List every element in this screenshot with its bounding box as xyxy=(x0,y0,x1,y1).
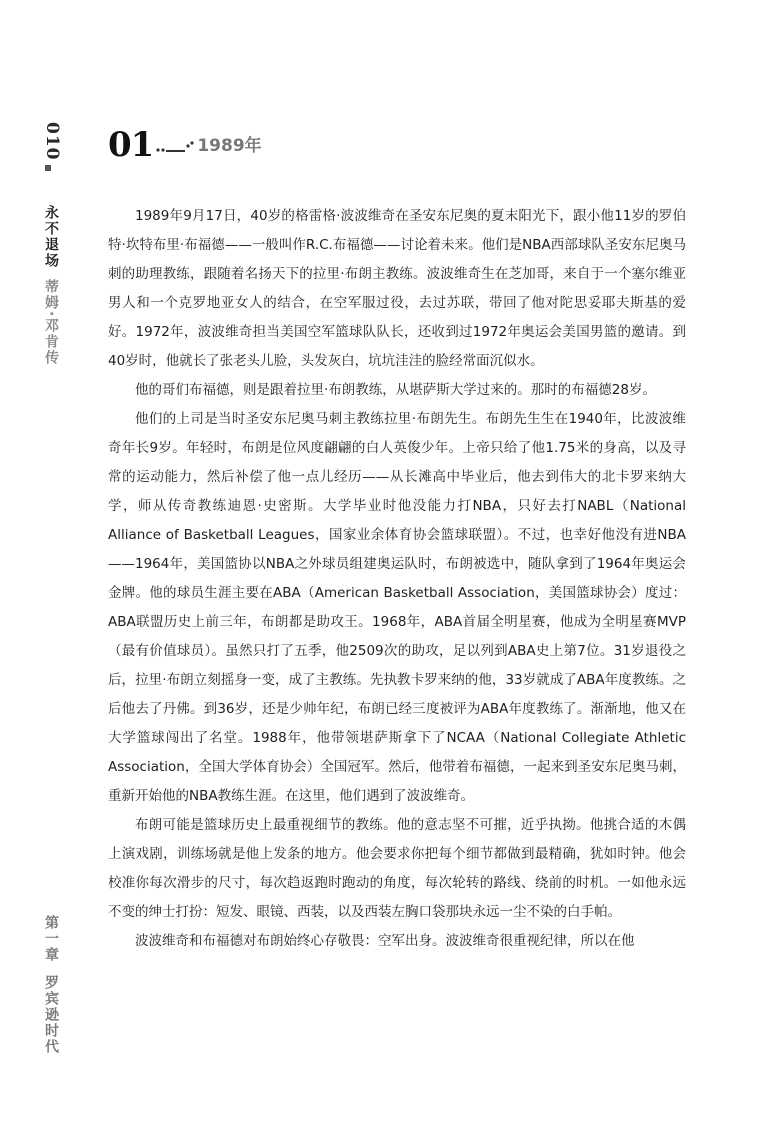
page-number-marker xyxy=(45,165,51,171)
section-header xyxy=(108,118,262,165)
chapter-name: 罗宾逊时代 xyxy=(43,975,59,1055)
book-title: 永不退场 xyxy=(43,205,59,269)
running-head-chapter xyxy=(40,915,62,1055)
paragraph: 他们的上司是当时圣安东尼奥马刺主教练拉里·布朗先生。布朗先生生在1940年，比波波维奇年长9岁。年轻时，布朗是位风度翩翩的白人英俊少年。上帝只给了他1.75米的身高，以及寻常的运动能力，然后补偿了他一点儿经历——从长滩高中毕业后，他去到伟大的北卡罗来纳大学，师从传奇教练迪恩·史密斯。大学毕业时他没能力打NBA，只好去打NABL（National Alliance of Basketball Leagues，国家业余体育协会篮球联盟）。不过，也幸好他没有进NBA——1964年，美国篮协以NBA之外球员组建奥运队时，布朗被选中，随队拿到了1964年奥运会金牌。他的球员生涯主要在ABA（American Basketball Association，美国篮球协会）度过：ABA联盟历史上前三年，布朗都是助攻王。1968年，ABA首届全明星赛，他成为全明星赛MVP（最有价值球员）。虽然只打了五季，他2509次的助攻，足以列到ABA史上第7位。31岁退役之后，拉里·布朗立刻摇身一变，成了主教练。先执教卡罗来纳的他，33岁就成了ABA年度教练。之后他去了丹佛。到36岁，还是少帅年纪，布朗已经三度被评为ABA年度教练了。渐渐地，他又在大学篮球闯出了名堂。1988年，他带领堪萨斯拿下了NCAA（National Collegiate Athletic Association，全国大学体育协会）全国冠军。然后，他带着布福德，一起来到圣安东尼奥马刺，重新开始他的NBA教练生涯。在这里，他们遇到了波波维奇。 xyxy=(108,411,686,804)
section-ornament-icon xyxy=(155,134,195,156)
paragraph: 波波维奇和布福德对布朗始终心存敬畏：空军出身。波波维奇很重视纪律，所以在他 xyxy=(135,933,635,949)
book-subtitle: 蒂姆·邓肯传 xyxy=(43,279,59,367)
paragraph: 1989年9月17日，40岁的格雷格·波波维奇在圣安东尼奥的夏末阳光下，跟小他11岁的罗伯特·坎特布里·布福德——一般叫作R.C.布福德——讨论着未来。他们是NBA西部球队圣安东尼奥马刺的助理教练，跟随着名扬天下的拉里·布朗主教练。波波维奇生在芝加哥，来自于一个塞尔维亚男人和一个克罗地亚女人的结合，在空军服过役，去过苏联，带回了他对陀思妥耶夫斯基的爱好。1972年，波波维奇担当美国空军篮球队队长，还收到过1972年奥运会美国男篮的邀请。到40岁时，他就长了张老头儿脸，头发灰白，坑坑洼洼的脸经常面沉似水。 xyxy=(108,208,686,369)
paragraph: 他的哥们布福德，则是跟着拉里·布朗教练，从堪萨斯大学过来的。那时的布福德28岁。 xyxy=(135,382,656,398)
chapter-label: 第一章 xyxy=(43,915,59,963)
section-year: 1989年 xyxy=(197,136,262,156)
page-number: 010 xyxy=(42,122,62,161)
section-number: 01 xyxy=(108,125,154,165)
running-head-book xyxy=(40,205,62,366)
body-text xyxy=(108,202,686,956)
paragraph: 布朗可能是篮球历史上最重视细节的教练。他的意志坚不可摧，近乎执拗。他挑合适的木偶上演戏剧，训练场就是他上发条的地方。他会要求你把每个细节都做到最精确，犹如时钟。他会校准你每次滑步的尺寸，每次趋返跑时跑动的角度，每次轮转的路线、绕前的时机。一如他永远不变的绅士打扮：短发、眼镜、西装，以及西装左胸口袋那块永远一尘不染的白手帕。 xyxy=(108,817,686,920)
